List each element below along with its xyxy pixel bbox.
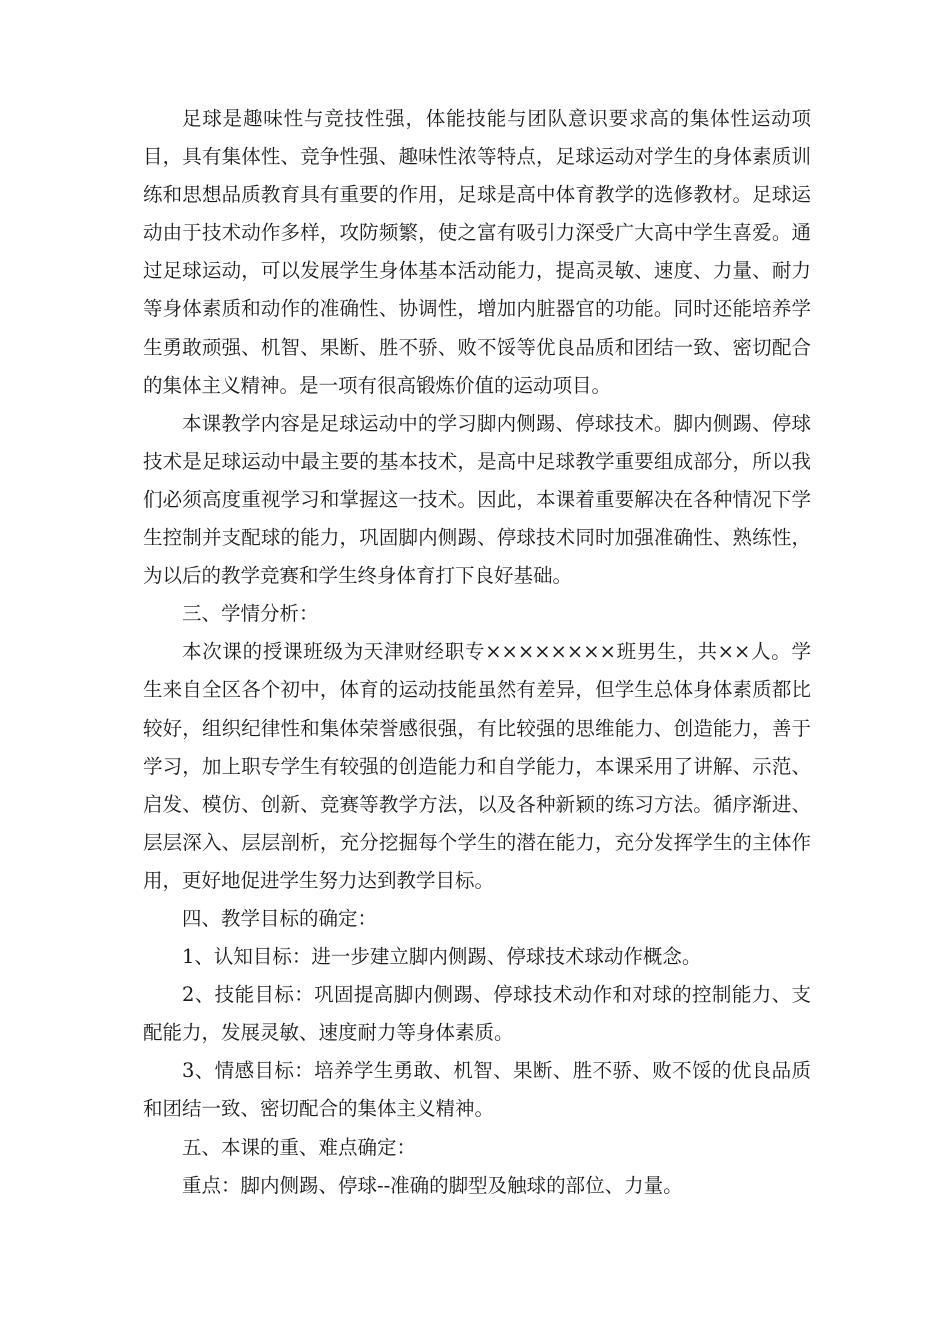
key-point: 重点：脚内侧踢、停球--准确的脚型及触球的部位、力量。 — [182, 1173, 683, 1197]
goal-cognitive: 1、认知目标：进一步建立脚内侧踢、停球技术球动作概念。 — [182, 945, 702, 969]
heading-teaching-goals: 四、教学目标的确定： — [182, 906, 378, 930]
goal-emotional: 3、情感目标：培养学生勇敢、机智、果断、胜不骄、败不馁的优良品质和团结一致、密切配合的集体主义精神。 — [143, 1059, 811, 1121]
heading-key-points: 五、本课的重、难点确定： — [182, 1135, 417, 1159]
goal-skill: 2、技能目标：巩固提高脚内侧踢、停球技术动作和对球的控制能力、支配能力，发展灵敏、速度耐力等身体素质。 — [143, 983, 811, 1045]
paragraph-content: 本课教学内容是足球运动中的学习脚内侧踢、停球技术。脚内侧踢、停球技术是足球运动中最主要的基本技术，是高中足球教学重要组成部分，所以我们必须高度重视学习和掌握这一技术。因此，本课着重要解决在各种情况下学生控制并支配球的能力，巩固脚内侧踢、停球技术同时加强准确性、熟练性，为以后的教学竞赛和学生终身体育打下良好基础。 — [143, 411, 811, 588]
paragraph-intro: 足球是趣味性与竞技性强，体能技能与团队意识要求高的集体性运动项目，具有集体性、竞争性强、趣味性浓等特点，足球运动对学生的身体素质训练和思想品质教育具有重要的作用，足球是高中体育教学的选修教材。足球运动由于技术动作多样，攻防频繁，使之富有吸引力深受广大高中学生喜爱。通过足球运动，可以发展学生身体基本活动能力，提高灵敏、速度、力量、耐力等身体素质和动作的准确性、协调性，增加内脏器官的功能。同时还能培养学生勇敢顽强、机智、果断、胜不骄、败不馁等优良品质和团结一致、密切配合的集体主义精神。是一项有很高锻炼价值的运动项目。 — [143, 107, 811, 397]
heading-student-analysis: 三、学情分析： — [182, 602, 319, 626]
document-body — [143, 100, 811, 1205]
paragraph-student-analysis: 本次课的授课班级为天津财经职专××××××××班男生，共××人。学生来自全区各个初中，体育的运动技能虽然有差异，但学生总体身体素质都比较好，组织纪律性和集体荣誉感很强，有比较强的思维能力、创造能力，善于学习，加上职专学生有较强的创造能力和自学能力，本课采用了讲解、示范、启发、模仿、创新、竞赛等教学方法，以及各种新颖的练习方法。循序渐进、层层深入、层层剖析，充分挖掘每个学生的潜在能力，充分发挥学生的主体作用，更好地促进学生努力达到教学目标。 — [143, 640, 811, 892]
